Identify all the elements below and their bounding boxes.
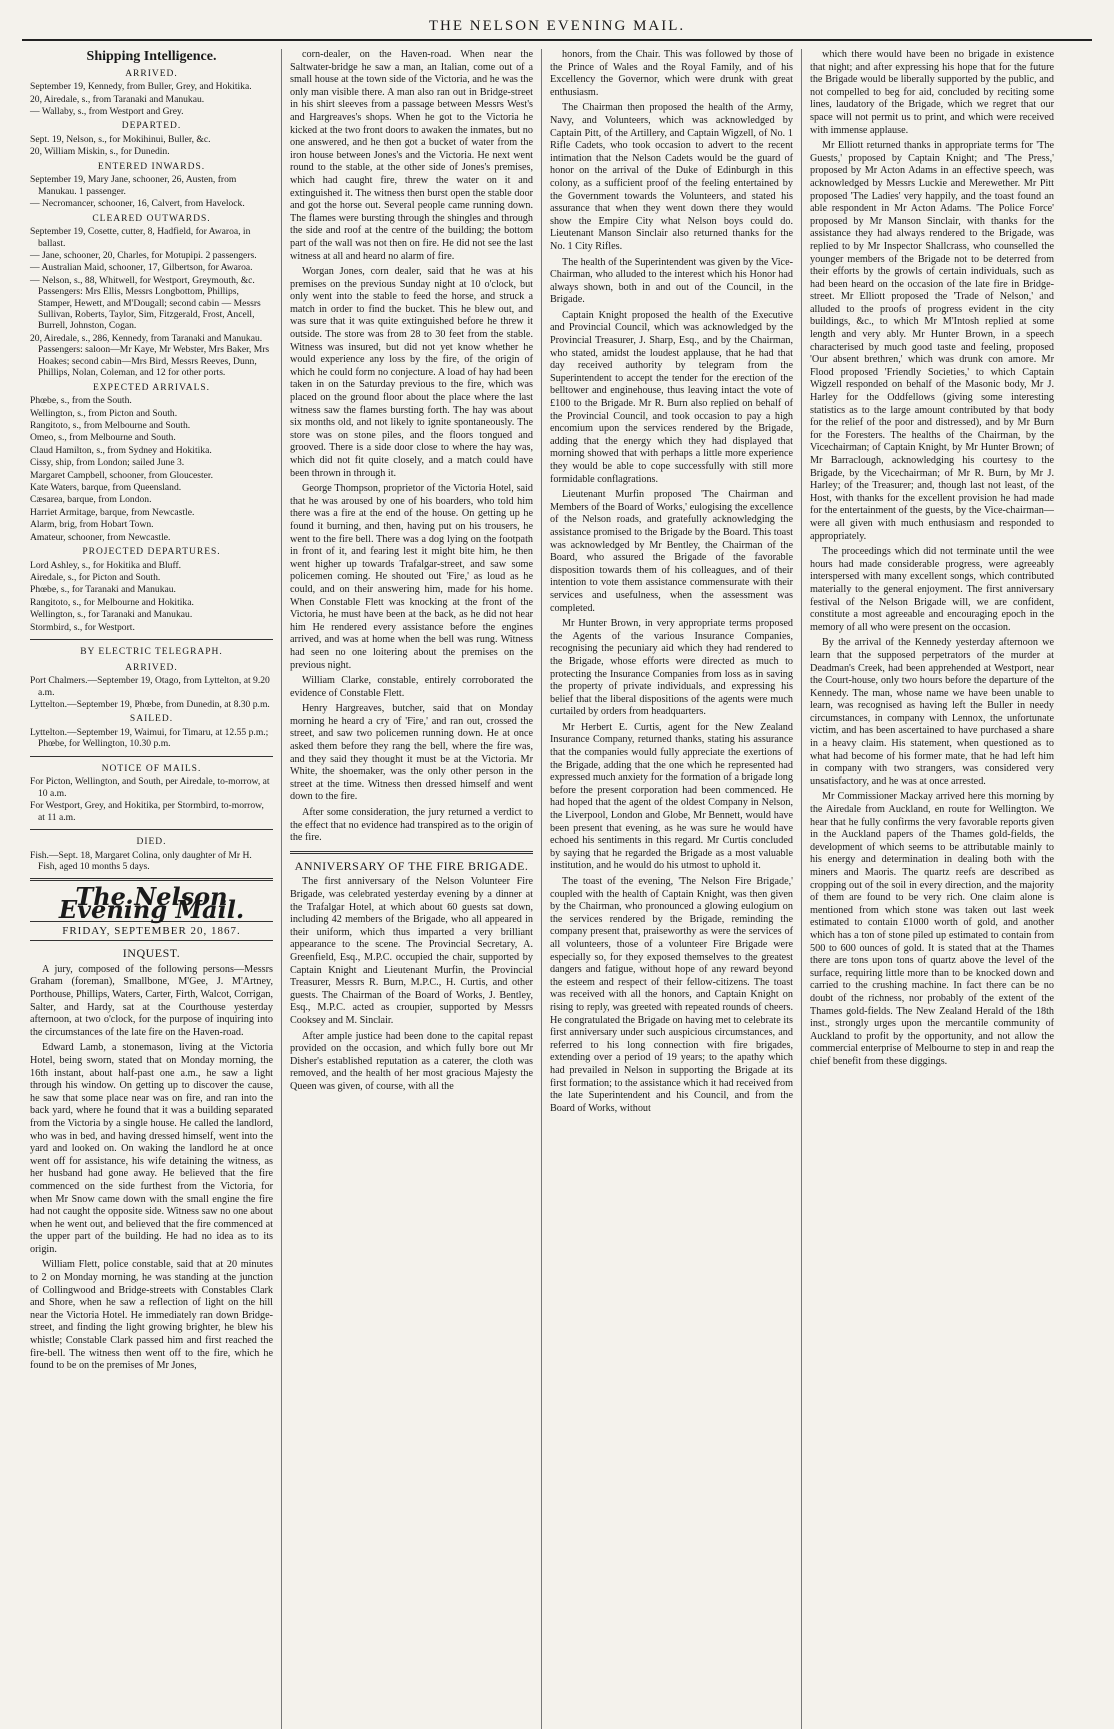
list-item: 20, William Miskin, s., for Dunedin. (30, 146, 170, 158)
projected-list (30, 560, 273, 633)
column-1 (22, 49, 282, 1729)
mails-list (30, 776, 273, 823)
departed-heading: DEPARTED. (121, 121, 182, 132)
paragraph: Mr Herbert E. Curtis, agent for the New Zealand Insurance Company, returned thanks, stating his assurance that the companies would fully appreciate the exertions of the Brigade, adding that the one which he represented had expressed much anxiety for the formation of a brigade long before the present corporation had been commenced. He had hoped that the agent of the oldest Company in Nelson, the Liverpool, London and Globe, Mr Bennett, would have been present that evening, as he was sure he would have echoed his sentiments in this regard. Mr Curtis concluded by saying that he regarded the Brigade as a most valuable institution, and he would do his utmost to uphold it. (550, 721, 793, 872)
inquest-body (30, 964, 273, 1373)
column-4 (802, 49, 1062, 1729)
list-item: Phœbe, s., for Taranaki and Manukau. (30, 584, 176, 596)
list-item: Rangitoto, s., from Melbourne and South. (30, 419, 191, 431)
paragraph: Worgan Jones, corn dealer, said that he was at his premises on the previous Sunday night at 10 o'clock, but only went into the stable to feed the horse, and struck a match in order to find the bucket. This he blew out, and was sure that it was quite extinguished before he threw it outside. The store was from 28 to 30 feet from the stable. Witness was insured, but did not yet know whether he would experience any loss by the fire, of the origin of which he could form no conjecture. A load of hay had been taken in on the Saturday previous to the fire, which was placed on the ground floor about the place where the last witness saw the flames bursting forth. The hay was about six months old, and not likely to ignite spontaneously. The store was on stone piles, and the floors tongued and grooved. There is a side door close to where the hay was, which did not fit quite closely, and a match could have been thrown in through it. (290, 266, 533, 479)
paragraph: honors, from the Chair. This was followed by those of the Prince of Wales and the Royal Family, and of his Excellency the Governor, which were drunk with great enthusiasm. (550, 49, 793, 98)
list-item: — Australian Maid, schooner, 17, Gilbertson, for Awaroa. (30, 262, 253, 274)
anniversary-continued (550, 49, 793, 1115)
paragraph: After some consideration, the jury returned a verdict to the effect that no evidence had transpired as to the origin of the fire. (290, 807, 533, 844)
died-notice: Fish.—Sept. 18, Margaret Colina, only daughter of Mr H. Fish, aged 10 months 5 days. (30, 849, 252, 873)
entered-heading: ENTERED INWARDS. (97, 161, 206, 172)
paragraph: George Thompson, proprietor of the Victoria Hotel, said that he was aroused by one of his boarders, who told him there was a fire at the end of the house. On getting up he found it burning, and then, having put on his trousers, he went to the fire bell. There was a dog lying on the footpath in front of it, and fearing lest it might bite him, he then went higher up towards Trafalgar-street, and saw some policemen coming. He shouted out 'Fire,' as loud as he could, and on their answering him, made for his home. When Constable Flett was knocking at the front of the Victoria, he must have been at the back, as he did not hear him He rendered every assistance before the engines arrived, and was at home when the bell was rung. Witness had seen no one loitering about the premises on the previous night. (290, 483, 533, 671)
list-item: Amateur, schooner, from Newcastle. (30, 531, 171, 543)
list-item: Cissy, ship, from London; sailed June 3. (30, 457, 185, 469)
list-item: Lyttelton.—September 19, Phœbe, from Dunedin, at 8.30 p.m. (30, 699, 270, 710)
list-item: Omeo, s., from Melbourne and South. (30, 432, 176, 444)
divider (30, 639, 273, 640)
list-item: 20, Airedale, s., from Taranaki and Manukau. (30, 93, 205, 105)
list-item: Stormbird, s., for Westport. (30, 621, 135, 633)
column-3 (542, 49, 802, 1729)
paper-title: The Nelson Evening Mail. (58, 882, 245, 925)
masthead: THE NELSON EVENING MAIL. (22, 18, 1092, 41)
list-item: Rangitoto, s., for Melbourne and Hokitika. (30, 596, 194, 608)
expected-heading: EXPECTED ARRIVALS. (92, 382, 211, 393)
list-item: Cæsarea, barque, from London. (30, 494, 152, 506)
list-item: For Picton, Wellington, and South, per Airedale, to-morrow, at 10 a.m. (30, 776, 270, 799)
tel-sailed-heading: SAILED. (129, 714, 174, 725)
column-2 (282, 49, 542, 1729)
list-item: Harriet Armitage, barque, from Newcastle. (30, 506, 195, 518)
entered-list (30, 174, 273, 209)
cleared-heading: CLEARED OUTWARDS. (92, 213, 211, 224)
list-item: Kate Waters, barque, from Queensland. (30, 481, 182, 493)
cleared-list (30, 226, 273, 378)
paragraph: Edward Lamb, a stonemason, living at the Victoria Hotel, being sworn, stated that on Monday morning, the 16th instant, about half-past one a.m., he saw a light through his window. On getting up to discover the cause, he saw that some place near was on fire, and ran into the back yard, where he found that it was a building separated from the Victoria by a single house. He called the landlord, who was in bed, and having dressed himself, went into the yard and looked on. On waking the landlord he at once went off for assistance, his wife detaining the witness, as her husband had gone away. He believed that the fire commenced on the side furthest from the Victoria, for when Mr Snow came down with the small engine the fire had not caught the opposite side. Witness saw no one about when he went out, and believed that the fire commenced at the upper part of the building. He had no idea as to its origin. (30, 1042, 273, 1255)
paragraph: Mr Elliott returned thanks in appropriate terms for 'The Guests,' proposed by Captain Knight; and 'The Press,' proposed by Mr Acton Adams in an effective speech, was acknowledged by Messrs Luckie and Merewether. Mr Pitt proposed 'The Ladies' very happily, and the toast found an able respondent in Mr Acton Adams. 'The Police Force' proposed by Mr Manson Sinclair, with thanks for the assistance they had always rendered to the Brigade, was replied to by Mr Inspector Shallcrass, who counselled the younger members of the Brigade not to be deterred from their efforts by the growls of certain individuals, such as had been heard on the occasion of the late fire in Bridge-street. Mr Elliott proposed the 'Trade of Nelson,' and alluded to the proofs of progress evident in the city buildings, &c., to which Mr M'Intosh replied at some length and very ably. Mr Hunter Brown, in a speech characterised by much good taste and feeling, proposed 'Our absent brethren,' which was drunk con amore. Mr Flood proposed 'Friendly Societies,' to which Captain Wigzell responded on behalf of the Masonic body, Mr J. Harley for the Oddfellows (giving some interesting statistics as to the large amount contributed by that body for the relief of the poor and distressed), and by Mr Burn for the Foresters. The healths of the Chairman, by the Vicechairman; of Captain Knight, by Mr Hunter Brown; of Mr Barraclough, acknowledging his courtesy to the Brigade, by the Vicechairman; of Mr R. Burn, by Mr J. Harley; of the Treasurer; and, though last not least, of the Host, with thanks for the excellent provision he had made for the entertainment of the guests, by the Vice-chairman—were all given with much enthusiasm and responded to appropriately. (810, 140, 1054, 542)
paragraph: Captain Knight proposed the health of the Executive and Provincial Council, which was acknowledged by the Provincial Treasurer, J. Sharp, Esq., and by the Chairman, who stated, amidst the loudest applause, that he had that day received authority by telegram from the Superintendent to accept the tender for the erection of the belltower and enginehouse, thus leaving intact the vote of £100 to the Brigade. Mr R. Burn also replied on behalf of the Provincial Council, and took occasion to pay a high encomium upon the services rendered by the Brigade, adding that the energy which they had displayed that morning showed that with perhaps a little more experience they would be able to cope successfully with still more formidable conflagrations. (550, 309, 793, 485)
list-item: — Necromancer, schooner, 16, Calvert, from Havelock. (30, 198, 245, 210)
news-items (810, 49, 1054, 1069)
list-item: Claud Hamilton, s., from Sydney and Hokitika. (30, 444, 212, 456)
list-item: September 19, Cosette, cutter, 8, Hadfield, for Awaroa, in ballast. (30, 226, 251, 249)
list-item: September 19, Kennedy, from Buller, Grey, and Hokitika. (30, 81, 252, 93)
paragraph: Henry Hargreaves, butcher, said that on Monday morning he heard a cry of 'Fire,' and ran out, crossed the street, and saw two policemen running down. He at once asked them before they rang the bell, where the fire was, and they said they thought it must be at the Victoria. Mr White, the shoemaker, was the only other person in the street at the time. Witness then dressed himself and went down to the fire. (290, 703, 533, 803)
anniversary-body (290, 876, 533, 1093)
divider (30, 878, 273, 881)
list-item: Wellington, s., for Taranaki and Manukau. (30, 609, 193, 621)
divider (290, 851, 533, 854)
paragraph: The proceedings which did not terminate until the wee hours had made considerable progress, were agreeably interspersed with many excellent songs, which contributed materially to the general enjoyment. The first anniversary festival of the Nelson Brigade will, we are confident, constitute a most agreeable and encouraging epoch in the memory of all who were present on the occasion. (810, 546, 1054, 633)
list-item: — Nelson, s., 88, Whitwell, for Westport, Greymouth, &c. Passengers: Mrs Ellis, Messrs Longbottom, Phillips, Stamper, Hewett, and M'Dougall; second cabin — Messrs Sullivan, Roberts, Taylor, Sim, Fitzgerald, Frost, Ancell, Burrell, Johnston, Cogan. (30, 274, 261, 332)
list-item: Phœbe, s., from the South. (30, 395, 132, 407)
paragraph: The Chairman then proposed the health of the Army, Navy, and Volunteers, which was acknowledged by Captain Pitt, of the Artillery, and Captain Wigzell, of No. 1 Rifle Cadets, who took occasion to advert to the recent intimation that the Nelson Cadets would be the guard of honor on the arrival of the Duke of Edinburgh in this colony, as a sufficient proof of the feeling entertained by the Government towards the Volunteers, and stated his assurance that when they went down there they would show the Empire City what Nelson boys could do. Lieutenant Manson Sinclair also returned thanks for the No. 1 City Rifles. (550, 102, 793, 252)
list-item: Port Chalmers.—September 19, Otago, from Lyttelton, at 9.20 a.m. (30, 675, 270, 698)
paragraph: William Flett, police constable, said that at 20 minutes to 2 on Monday morning, he was standing at the junction of Collingwood and Bridge-streets with Constables Clark and Shore, when he saw a reflection of light on the hill near the Victoria Hotel. He immediately ran down Bridge-street, and finding the light growing brighter, he blew his whistle; Constable Clark passed him and first reached the fire-bell. The witness then went off to the fire, which he found to be on the premises of Mr Jones, (30, 1259, 273, 1372)
list-item: Lyttelton.—September 19, Waimui, for Timaru, at 12.55 p.m.; Phœbe, for Wellington, 10.30 p.m. (30, 727, 269, 750)
list-item: September 19, Mary Jane, schooner, 26, Austen, from Manukau. 1 passenger. (30, 174, 237, 197)
tel-sailed-list (30, 727, 273, 750)
list-item: Airedale, s., for Picton and South. (30, 571, 161, 583)
list-item: 20, Airedale, s., 286, Kennedy, from Taranaki and Manukau. Passengers: saloon—Mr Kaye, Mr Webster, Mrs Baker, Mrs Hoakes; second cabin—Mrs Bird, Messrs Reeves, Dunn, Phillips, Nolan, Coleman, and 12 for other ports. (30, 332, 270, 379)
paragraph: After ample justice had been done to the capital repast provided on the occasion, and which fully bore out Mr Disher's established reputation as a caterer, the cloth was removed, and the health of her most gracious Majesty the Queen was given, of course, with all the (290, 1030, 533, 1092)
died-heading: DIED. (136, 837, 167, 848)
shipping-title: Shipping Intelligence. (86, 49, 217, 64)
list-item: — Wallaby, s., from Westport and Grey. (30, 106, 184, 117)
list-item: For Westport, Grey, and Hokitika, per Stormbird, to-morrow, at 11 a.m. (30, 800, 264, 823)
inquest-continued (290, 49, 533, 845)
paragraph: William Clarke, constable, entirely corroborated the evidence of Constable Flett. (290, 675, 533, 699)
paragraph: Mr Hunter Brown, in very appropriate terms proposed the Agents of the various Insurance Companies, recognising the pecuniary aid which they had rendered to the Brigade, whose efforts were directed as much to protecting the Insurance Companies from loss as in saving the property of private individuals, and expressing his belief that the liberal dispositions of the agents were much curtailed by orders from headquarters. (550, 618, 793, 718)
list-item: Alarm, brig, from Hobart Town. (30, 519, 154, 531)
arrived-heading: ARRIVED. (125, 68, 178, 79)
list-item: Sept. 19, Nelson, s., for Mokihinui, Buller, &c. (30, 134, 211, 145)
list-item: — Jane, schooner, 20, Charles, for Motupipi. 2 passengers. (30, 250, 257, 262)
projected-heading: PROJECTED DEPARTURES. (82, 546, 221, 557)
paragraph: A jury, composed of the following persons—Messrs Graham (foreman), Smallbone, M'Gee, J. M'Artney, Porthouse, Phillips, Waters, Carter, Firth, Walcot, Corrigan, Salter, and Hardy, sat at the Courthouse yesterday afternoon, at two o'clock, for the purpose of inquiring into the circumstances of the late fire on the Haven-road. (30, 963, 273, 1038)
columns (22, 49, 1092, 1729)
divider (30, 756, 273, 757)
list-item: Wellington, s., from Picton and South. (30, 407, 178, 419)
tel-arrived-heading: ARRIVED. (125, 662, 178, 673)
divider (30, 829, 273, 830)
paragraph: The health of the Superintendent was given by the Vice-Chairman, who alluded to the interest which his Honor had always shown, both in and out of the Council, in the Brigade. (550, 256, 793, 306)
paragraph: which there would have been no brigade in existence that night; and after expressing his hope that for the future the Brigade would be liberally supported by the public, and not compelled to beg for aid, concluded by reciting some lines, laudatory of the Brigade, which we regret that our space will not permit us to print, and which were received with immense applause. (810, 49, 1054, 136)
paragraph: Lieutenant Murfin proposed 'The Chairman and Members of the Board of Works,' eulogising the excellence of the Nelson roads, and gratefully acknowledging the assistance promised to the Brigade by the Board. This toast was acknowledged by Mr Bentley, the Chairman of the Board, who assured the Brigade of the favorable disposition towards them of his colleagues, and of their intention to vote them assistance commensurate with their services and usefulness, when the assessment was completed. (550, 489, 793, 614)
paragraph: The first anniversary of the Nelson Volunteer Fire Brigade, was celebrated yesterday evening by a dinner at the Trafalgar Hotel, at which about 60 guests sat down, including 42 members of the Brigade, who all appeared in their uniform, which thus imparted a very brilliant appearance to the scene. The Provincial Secretary, A. Greenfield, Esq., M.P.C. occupied the chair, supported by Captain Knight and Lieutenant Murfin, the Provincial Treasurer, Messrs R. Burn, M.P.C., H. Curtis, and other guests. The Chairman of the Board of Works, J. Bentley, Esq., M.P.C. acted as croupier, supported by Messrs Cooksey and M. Sinclair. (290, 876, 533, 1026)
paragraph: The toast of the evening, 'The Nelson Fire Brigade,' coupled with the health of Captain Knight, was then given by the Chairman, who pronounced a glowing eulogium on the services rendered by the Brigade, reminding the company present that, praiseworthy as were the services of all volunteers, those of a volunteer Fire Brigade were especially so, for they exposed themselves to the greatest dangers and fatigue, without hope of any reward beyond the esteem and respect of their fellow-citizens. The toast was received with all the honors, and Captain Knight on rising to reply, was greeted with repeated rounds of cheers. He congratulated the Brigade on having met to celebrate its first anniversary under such auspicious circumstances, and referred to his long connection with fire brigades, extending over a period of 19 years; to the apathy which had prevailed in Nelson in supporting the Brigade at its first formation; to the assistance which it had received from the late Superintendent and his Council, and from the Board of Works, without (550, 876, 794, 1114)
list-item: Margaret Campbell, schooner, from Gloucester. (30, 469, 213, 481)
paragraph: Mr Commissioner Mackay arrived here this morning by the Airedale from Auckland, en route for Wellington. We hear that he fully confirms the very favorable reports given in the Auckland papers of the Thames gold-fields, the development of which seems to be attributable mainly to his energy and determination in dealing both with the miners and Maoris. The quartz reefs are described as cropping out of the soil in every direction, and the majority of them are found to be very rich. One claim alone is mentioned from which stone was taken out last week estimated to contain £1000 worth of gold, and another which has a ton of stone piled up estimated to contain from 500 to 600 ounces of gold. It is stated that at the Thames there are tons upon tons of quartz above the level of the surface, requiring little more than to be knocked down and carried to the crushing machine. In fact there can be no doubt of the richness, nor probably of the extent of the Thames gold-fields. The New Zealand Herald of the 18th inst., strongly urges upon the mercantile community of Auckland to profit by the opportunity, and not allow the commercial enterprise of Melbourne to step in and reap the chief benefit from these diggings. (810, 791, 1054, 1067)
expected-list (30, 395, 273, 543)
tel-arrived-list (30, 675, 273, 710)
departed-list (30, 134, 273, 158)
inquest-title: INQUEST. (122, 946, 181, 961)
list-item: Lord Ashley, s., for Hokitika and Bluff. (30, 559, 182, 571)
mails-heading: NOTICE OF MAILS. (101, 763, 202, 774)
telegraph-heading: BY ELECTRIC TELEGRAPH. (80, 647, 223, 657)
anniversary-title: ANNIVERSARY OF THE FIRE BRIGADE. (294, 858, 529, 873)
issue-date: FRIDAY, SEPTEMBER 20, 1867. (30, 921, 273, 942)
paragraph: By the arrival of the Kennedy yesterday afternoon we learn that the supposed perpetrators of the murder at Deadman's Creek, had been apprehended at Westport, near the Court-house, only two hours before the departure of the Kennedy. The man, whose name we have been unable to learn, was recognised as having left the Buller in needy circumstances, in company with Lennox, the unfortunate victim, and has been ascertained to have purchased a share in a heavy claim. His statement, when questioned as to what had become of his former mate, that he had left him in company with two strangers, was considered very unsatisfactory, and he was at once arrested. (810, 637, 1054, 787)
paragraph: corn-dealer, on the Haven-road. When near the Saltwater-bridge he saw a man, an Italian, come out of a small house at the town side of the Victoria, and he was the only man visible there. A man also ran out in Bridge-street in his shirt sleeves from a passage between Messrs West's and Hargreaves's shops. When he got to the Victoria he kicked at the two front doors to awaken the inmates, but no one answered, and he then got a bucket of water from the iron house between Jones's and the Victoria. He next went round to the stable, at the other side of Jones's premises, which had caught fire, threw the water on it and extinguished it. The witness then burst open the stable door and got the horse out. Several people came running down. The flames were bursting through the shingles and through the side and roof at the centre of the building; the bottom part of the wall was not then on fire. He did not see the last witness at all and heard no alarm of fire. (290, 49, 533, 262)
arrived-list (30, 81, 273, 117)
